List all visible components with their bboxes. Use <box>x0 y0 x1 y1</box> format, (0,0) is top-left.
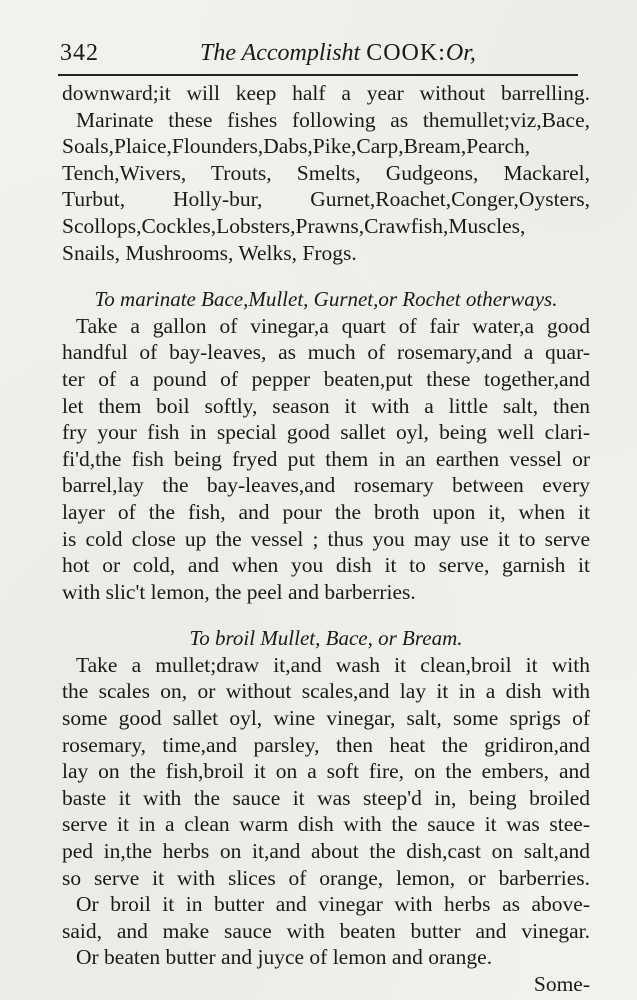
text-line: ped in,the herbs on it,and about the dish,cast on salt,and <box>62 839 590 864</box>
text-line: lay on the fish,broil it on a soft fire, on the embers, and <box>62 759 590 784</box>
text-line: Turbut, Holly-bur, Gurnet,Roachet,Conger,Oysters, <box>62 187 590 212</box>
text-line: so serve it with slices of orange, lemon, or barberries. <box>62 865 590 890</box>
text-line: serve it in a clean warm dish with the sauce it was stee- <box>62 812 590 837</box>
section-heading-marinate: To marinate Bace,Mullet, Gurnet,or Rochet otherways. <box>94 287 558 312</box>
text-line: Tench,Wivers, Trouts, Smelts, Gudgeons, Mackarel, <box>62 160 590 185</box>
text-line: Or broil it in butter and vinegar with herbs as above- <box>76 892 590 917</box>
text-line: is cold close up the vessel ; thus you may use it to serve <box>62 526 590 551</box>
running-head-tail: Or, <box>445 40 476 66</box>
text-line: handful of bay-leaves, as much of rosemary,and a quar- <box>62 340 590 365</box>
text-line: baste it with the sauce it was steep'd in, being broiled <box>62 785 590 810</box>
text-line: said, and make sauce with beaten butter and vinegar. <box>62 918 590 943</box>
text-line: layer of the fish, and pour the broth upon it, when it <box>62 499 590 524</box>
catchword: Some- <box>533 972 590 996</box>
text-line: Scollops,Cockles,Lobsters,Prawns,Crawfish,Muscles, <box>62 213 526 238</box>
text-line: the scales on, or without scales,and lay it in a dish with <box>62 679 590 704</box>
text-line: Or beaten butter and juyce of lemon and orange. <box>76 945 493 970</box>
text-line: some good sallet oyl, wine vinegar, salt, some sprigs of <box>62 706 590 731</box>
text-line: fi'd,the fish being fryed put them in an earthen vessel or <box>62 446 590 471</box>
text-line: ter of a pound of pepper beaten,put these together,and <box>62 366 590 391</box>
body-text <box>62 80 590 998</box>
text-line: fry your fish in special good sallet oyl, being well clari- <box>62 420 590 445</box>
header-rule <box>58 74 578 76</box>
text-line: with slic't lemon, the peel and barberries. <box>62 579 416 604</box>
text-line: rosemary, time,and parsley, then heat the gridiron,and <box>62 732 590 757</box>
text-line: barrel,lay the bay-leaves,and rosemary between every <box>62 473 590 498</box>
text-line: Marinate these fishes following as themullet;viz,Bace, <box>76 107 590 132</box>
section-heading-broil: To broil Mullet, Bace, or Bream. <box>189 626 463 651</box>
section-gap <box>62 266 590 286</box>
text-line: downward;it will keep half a year without barrelling. <box>62 81 590 105</box>
text-line: Take a mullet;draw it,and wash it clean,broil it with <box>76 652 590 677</box>
text-line: hot or cold, and when you dish it to serve, garnish it <box>62 553 590 578</box>
section-gap <box>62 605 590 625</box>
running-head-italic: The Accomplisht <box>200 40 361 66</box>
running-head <box>200 40 476 67</box>
text-line: Snails, Mushrooms, Welks, Frogs. <box>62 240 357 265</box>
text-line: Take a gallon of vinegar,a quart of fair water,a good <box>76 313 590 338</box>
page-header <box>60 36 560 76</box>
page-number: 342 <box>60 40 99 66</box>
text-line: let them boil softly, season it with a little salt, then <box>62 393 590 418</box>
text-line: Soals,Plaice,Flounders,Dabs,Pike,Carp,Bream,Pearch, <box>62 134 531 159</box>
running-head-caps: COOK: <box>366 40 446 66</box>
